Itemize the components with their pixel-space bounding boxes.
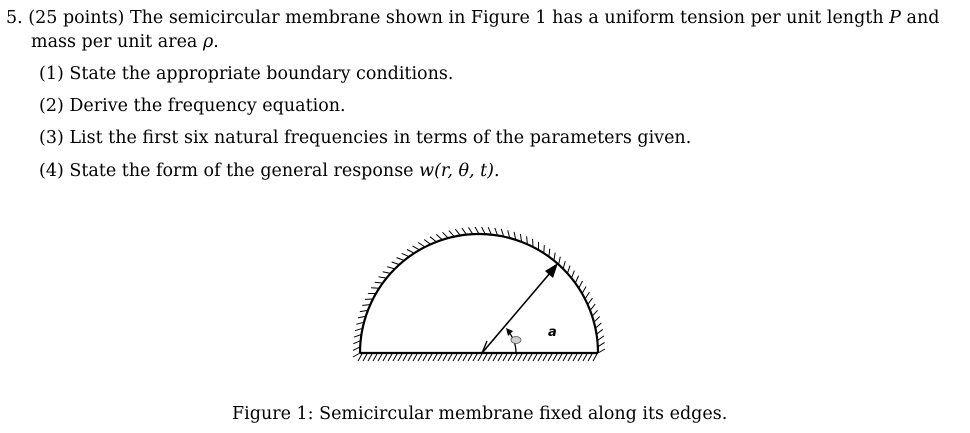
hatch-mark — [423, 354, 427, 361]
hatch-mark — [498, 354, 502, 361]
hatch-mark — [368, 354, 372, 361]
hatch-mark — [388, 354, 392, 361]
hatch-mark — [563, 354, 567, 361]
hatch-mark — [408, 354, 412, 361]
hatch-mark — [578, 354, 582, 361]
hatch-mark — [523, 354, 527, 361]
hatch-mark — [548, 354, 552, 361]
hatch-mark — [353, 353, 360, 357]
fixed-edge-hatching — [353, 227, 605, 361]
item-3 — [39, 128, 691, 148]
hatch-mark — [418, 354, 422, 361]
hatch-mark — [443, 354, 447, 361]
hatch-mark — [553, 354, 557, 361]
hatch-mark — [488, 354, 492, 361]
hatch-mark — [458, 354, 462, 361]
hatch-mark — [398, 354, 402, 361]
problem-points: (25 points) — [28, 8, 125, 28]
problem-statement — [6, 6, 966, 54]
hatch-mark — [433, 354, 437, 361]
hatch-mark — [358, 354, 362, 361]
hatch-mark — [373, 354, 377, 361]
hatch-mark — [588, 354, 592, 361]
hatch-mark — [593, 354, 597, 361]
hatch-mark — [518, 354, 522, 361]
response-function: w(r, θ, t) — [419, 161, 495, 181]
hatch-mark — [508, 354, 512, 361]
item-label: (4) — [39, 161, 64, 181]
tension-symbol: P — [889, 8, 901, 28]
hatch-mark — [463, 354, 467, 361]
hatch-mark — [538, 354, 542, 361]
semicircular-membrane-figure — [340, 210, 620, 380]
item-end: . — [494, 161, 500, 181]
problem-number: 5. — [6, 8, 23, 28]
hatch-mark — [453, 354, 457, 361]
item-label: (1) — [39, 64, 64, 84]
hatch-mark — [478, 354, 482, 361]
hatch-mark — [493, 354, 497, 361]
hatch-mark — [573, 354, 577, 361]
hatch-mark — [483, 354, 487, 361]
problem-intro-b: and — [906, 8, 940, 28]
item-text: Derive the frequency equation. — [69, 96, 346, 116]
hatch-mark — [583, 354, 587, 361]
problem-line-2 — [6, 30, 966, 54]
membrane-arc-boundary — [360, 234, 598, 353]
problem-line-1 — [6, 6, 966, 30]
hatch-mark — [468, 354, 472, 361]
hatch-mark — [533, 354, 537, 361]
hatch-mark — [393, 354, 397, 361]
hatch-mark — [558, 354, 562, 361]
hatch-mark — [363, 354, 367, 361]
hatch-mark — [378, 354, 382, 361]
problem-intro-c: mass per unit area — [31, 32, 198, 52]
theta-symbol — [511, 337, 521, 344]
item-text: State the form of the general response — [69, 161, 414, 181]
hatch-mark — [543, 354, 547, 361]
hatch-mark — [448, 354, 452, 361]
hatch-mark — [473, 354, 477, 361]
item-4 — [39, 161, 500, 181]
theta-arrowhead — [506, 328, 513, 336]
hatch-mark — [403, 354, 407, 361]
problem-intro-end: . — [213, 32, 219, 52]
item-label: (3) — [39, 128, 64, 148]
hatch-mark — [428, 354, 432, 361]
item-text: State the appropriate boundary conditions. — [69, 64, 454, 84]
figure-caption: Figure 1: Semicircular membrane fixed along its edges. — [232, 404, 728, 424]
hatch-mark — [383, 354, 387, 361]
problem-intro-a: The semicircular membrane shown in Figure 1 has a uniform tension per unit length — [129, 8, 884, 28]
density-symbol: ρ — [202, 32, 214, 52]
radius-label: a — [548, 325, 557, 340]
hatch-mark — [568, 354, 572, 361]
hatch-mark — [503, 354, 507, 361]
hatch-mark — [413, 354, 417, 361]
item-text: List the first six natural frequencies in terms of the parameters given. — [69, 128, 692, 148]
hatch-mark — [438, 354, 442, 361]
hatch-mark — [528, 354, 532, 361]
hatch-mark — [513, 354, 517, 361]
item-2 — [39, 96, 346, 116]
item-label: (2) — [39, 96, 64, 116]
item-1 — [39, 64, 453, 84]
